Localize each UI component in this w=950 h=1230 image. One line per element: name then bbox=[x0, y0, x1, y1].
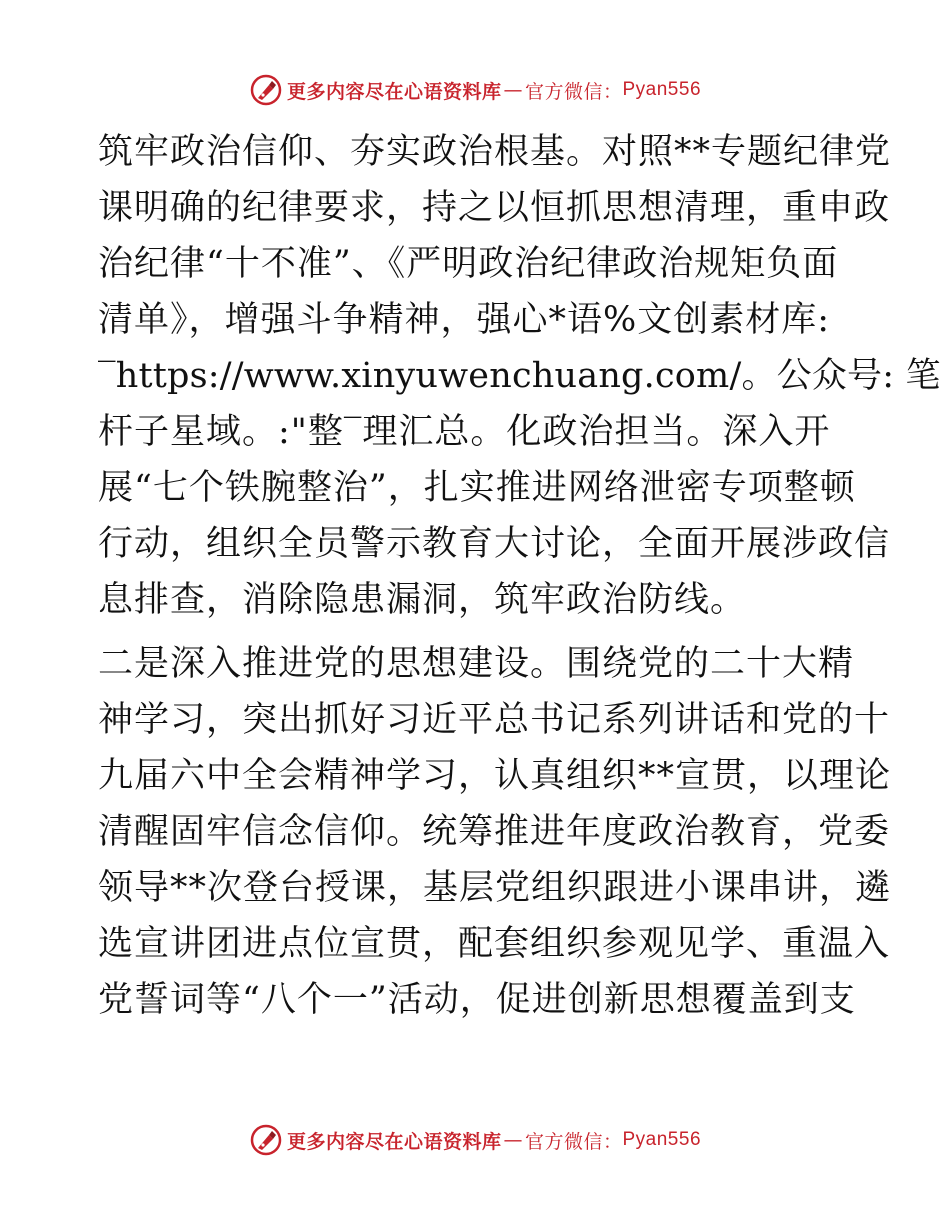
text-line: 领导**次登台授课，基层党组织跟进小课串讲，遴 bbox=[98, 868, 892, 908]
banner-separator: — bbox=[503, 1129, 523, 1151]
banner-separator: — bbox=[503, 79, 523, 101]
text-line: 治纪律“十不准”、《严明政治纪律政治规矩负面 bbox=[98, 244, 839, 284]
text-line: 课明确的纪律要求，持之以恒抓思想清理，重申政 bbox=[98, 188, 891, 228]
banner-handle: Pyan556 bbox=[622, 79, 702, 100]
text-line: 杆子星域。:"整‾理汇总。化政治担当。深入开 bbox=[98, 412, 831, 452]
header-banner bbox=[0, 70, 950, 110]
banner-handle: Pyan556 bbox=[622, 1129, 702, 1150]
paragraph-gap bbox=[98, 628, 850, 636]
text-line: 选宣讲团进点位宣贯，配套组织参观见学、重温入 bbox=[98, 924, 891, 964]
banner-brand: 更多内容尽在心语资料库 bbox=[286, 80, 502, 103]
text-line: 筑牢政治信仰、夯实政治根基。对照**专题纪律党 bbox=[98, 132, 892, 172]
text-line: 行动，组织全员警示教育大讨论，全面开展涉政信 bbox=[98, 524, 891, 564]
text-line: ‾https://www.xinyuwenchuang.com/。公众号: 笔 bbox=[98, 356, 941, 396]
document-body bbox=[98, 124, 941, 1028]
paragraph-1 bbox=[98, 124, 941, 628]
footer-banner bbox=[0, 1120, 950, 1160]
pen-nib-icon bbox=[249, 73, 283, 107]
text-line: 展“七个铁腕整治”，扎实推进网络泄密专项整顿 bbox=[98, 468, 856, 508]
text-line: 党誓词等“八个一”活动，促进创新思想覆盖到支 bbox=[98, 980, 856, 1020]
banner-brand: 更多内容尽在心语资料库 bbox=[286, 1130, 502, 1153]
banner-official-label: 官方微信： bbox=[524, 1130, 623, 1153]
text-line: 息排查，消除隐患漏洞，筑牢政治防线。 bbox=[98, 580, 747, 620]
banner-official-label: 官方微信： bbox=[524, 80, 623, 103]
text-line: 清单》，增强斗争精神，强心*语%文创素材库: bbox=[98, 300, 831, 340]
text-line: 清醒固牢信念信仰。统筹推进年度政治教育，党委 bbox=[98, 812, 891, 852]
paragraph-2 bbox=[98, 636, 892, 1028]
pen-nib-icon bbox=[249, 1123, 283, 1157]
text-line: 二是深入推进党的思想建设。围绕党的二十大精 bbox=[98, 644, 855, 684]
text-line: 九届六中全会精神学习，认真组织**宣贯，以理论 bbox=[98, 756, 892, 796]
text-line: 神学习，突出抓好习近平总书记系列讲话和党的十 bbox=[98, 700, 891, 740]
